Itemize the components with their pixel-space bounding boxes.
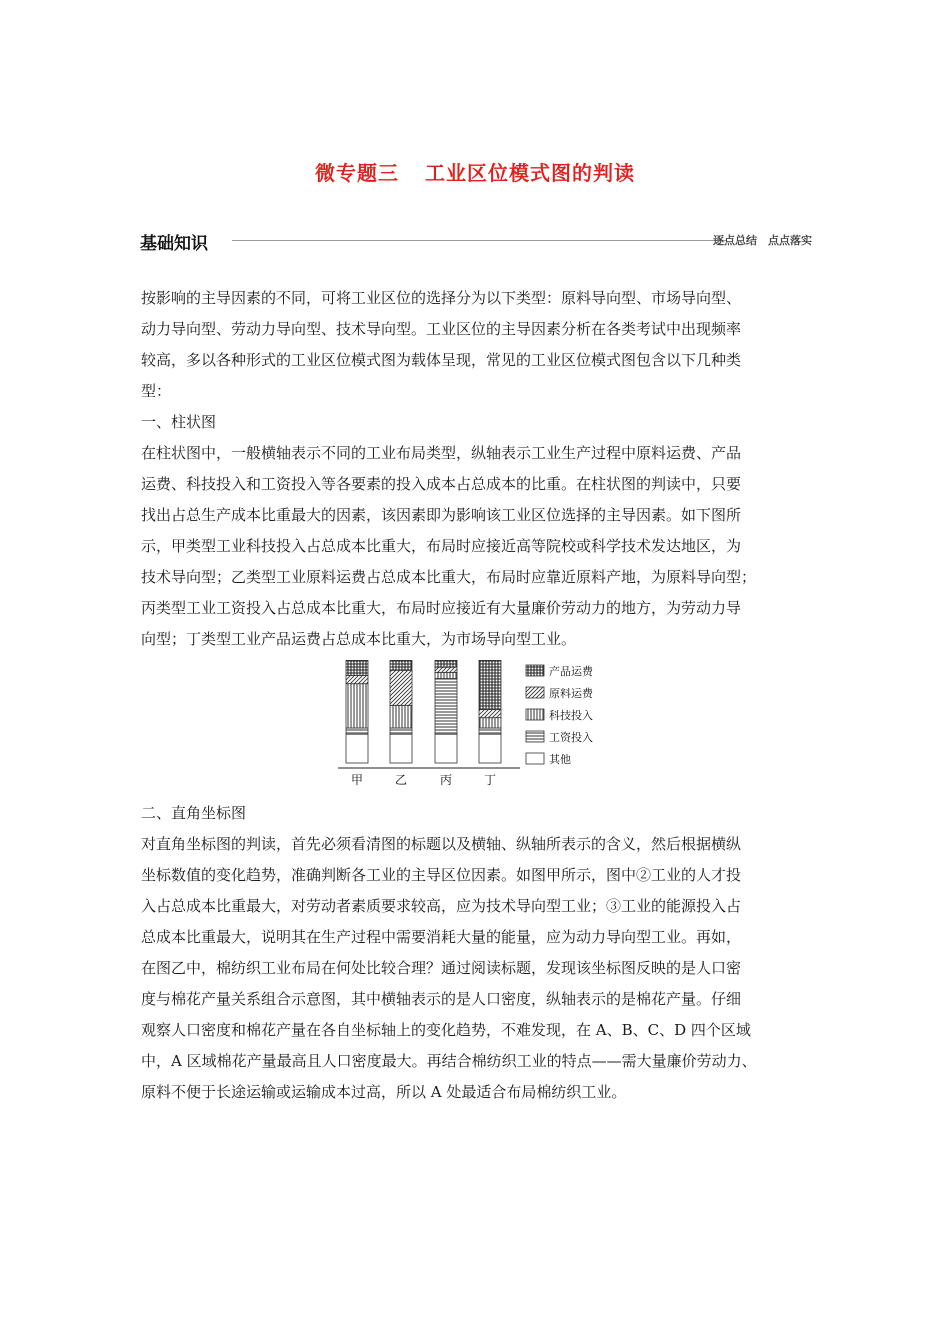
paragraph-line: 在柱状图中，一般横轴表示不同的工业布局类型，纵轴表示工业生产过程中原料运费、产品 — [141, 444, 742, 462]
paragraph-line: 丙类型工业工资投入占总成本比重大，布局时应接近有大量廉价劳动力的地方，为劳动力导 — [141, 599, 742, 617]
bar-segment — [390, 670, 412, 705]
legend-swatch — [526, 753, 544, 764]
bar-segment — [479, 660, 501, 709]
paragraph-line: 原料不便于长途运输或运输成本过高，所以 A 处最适合布局棉纺织工业。 — [141, 1083, 627, 1101]
section-subtitle: 逐点总结 点点落实 — [713, 234, 812, 247]
bar-segment — [479, 718, 501, 728]
page-title — [0, 157, 950, 186]
bar-segment — [346, 675, 368, 683]
paragraph-line: 在图乙中，棉纺织工业布局在何处比较合理？通过阅读标题，发现该坐标图反映的是人口密 — [141, 959, 742, 977]
bar-segment — [390, 728, 412, 734]
legend-swatch — [526, 665, 544, 676]
bar-segment — [479, 709, 501, 717]
section-header — [140, 229, 812, 254]
paragraph-line: 度与棉花产量关系组合示意图，其中横轴表示的是人口密度，纵轴表示的是棉花产量。仔细 — [141, 990, 742, 1008]
paragraph-line: 型： — [141, 382, 172, 400]
paragraph-line: 运费、科技投入和工资投入等各要素的投入成本占总成本的比重。在柱状图的判读中，只要 — [141, 475, 742, 493]
paragraph-line: 总成本比重最大，说明其在生产过程中需要消耗大量的能量，应为动力导向型工业。再如， — [141, 928, 742, 946]
paragraph-line: 观察人口密度和棉花产量在各自坐标轴上的变化趋势，不难发现，在 A、B、C、D 四个区域 — [141, 1021, 751, 1039]
bar-segment — [390, 660, 412, 670]
paragraph-line: 示，甲类型工业科技投入占总成本比重大，布局时应接近高等院校或科学技术发达地区，为 — [141, 537, 742, 555]
bar-segment — [479, 728, 501, 734]
legend-swatch — [526, 709, 544, 720]
paragraph-line: 动力导向型、劳动力导向型、技术导向型。工业区位的主导因素分析在各类考试中出现频率 — [141, 320, 742, 338]
bar-segment — [435, 679, 457, 735]
title-topic-number: 微专题三 — [315, 161, 399, 185]
legend-swatch — [526, 731, 544, 742]
bar-segment — [435, 660, 457, 667]
section-divider — [232, 240, 726, 241]
paragraph-line: 入占总成本比重最大，对劳动者素质要求较高，应为技术导向型工业；③工业的能源投入占 — [141, 897, 742, 915]
legend-swatch — [526, 687, 544, 698]
bar-segment — [435, 667, 457, 672]
bar-segment — [390, 734, 412, 763]
heading-bar-chart: 一、柱状图 — [141, 413, 217, 431]
bar-segment — [435, 734, 457, 763]
bar-segment — [346, 728, 368, 734]
stacked-bar-chart — [338, 660, 638, 788]
legend-label: 科技投入 — [549, 709, 593, 722]
bar-segment — [346, 734, 368, 763]
x-tick-label: 乙 — [394, 773, 408, 787]
paragraph-line: 按影响的主导因素的不同，可将工业区位的选择分为以下类型：原料导向型、市场导向型、 — [141, 289, 742, 307]
bar-segment — [346, 660, 368, 675]
x-tick-label: 丙 — [439, 773, 453, 787]
section-label: 基础知识 — [140, 234, 208, 254]
legend-label: 其他 — [549, 753, 571, 766]
body-content — [141, 283, 829, 1108]
bar-segment — [346, 684, 368, 728]
paragraph-line: 技术导向型；乙类型工业原料运费占总成本比重大，布局时应靠近原料产地，为原料导向型； — [141, 568, 757, 586]
paragraph-line: 找出占总生产成本比重最大的因素，该因素即为影响该工业区位选择的主导因素。如下图所 — [141, 506, 742, 524]
legend-label: 原料运费 — [549, 687, 593, 700]
paragraph-line: 较高，多以各种形式的工业区位模式图为载体呈现，常见的工业区位模式图包含以下几种类 — [141, 351, 742, 369]
x-tick-label: 丁 — [483, 773, 497, 787]
bar-segment — [390, 705, 412, 728]
title-topic-name: 工业区位模式图的判读 — [425, 161, 635, 185]
paragraph-line: 向型；丁类型工业产品运费占总成本比重大，为市场导向型工业。 — [141, 630, 577, 648]
paragraph-line: 对直角坐标图的判读，首先必须看清图的标题以及横轴、纵轴所表示的含义，然后根据横纵 — [141, 835, 742, 853]
bar-segment — [479, 734, 501, 763]
x-tick-label: 甲 — [350, 773, 364, 787]
bar-segment — [435, 672, 457, 678]
paragraph-line: 中，A 区域棉花产量最高且人口密度最大。再结合棉纺织工业的特点——需大量廉价劳动力、 — [141, 1052, 757, 1070]
paragraph-line: 坐标数值的变化趋势，准确判断各工业的主导区位因素。如图甲所示，图中②工业的人才投 — [141, 866, 742, 884]
heading-coordinate-chart: 二、直角坐标图 — [141, 804, 247, 822]
legend-label: 产品运费 — [549, 665, 593, 678]
figure — [141, 660, 829, 788]
legend-label: 工资投入 — [549, 731, 593, 744]
